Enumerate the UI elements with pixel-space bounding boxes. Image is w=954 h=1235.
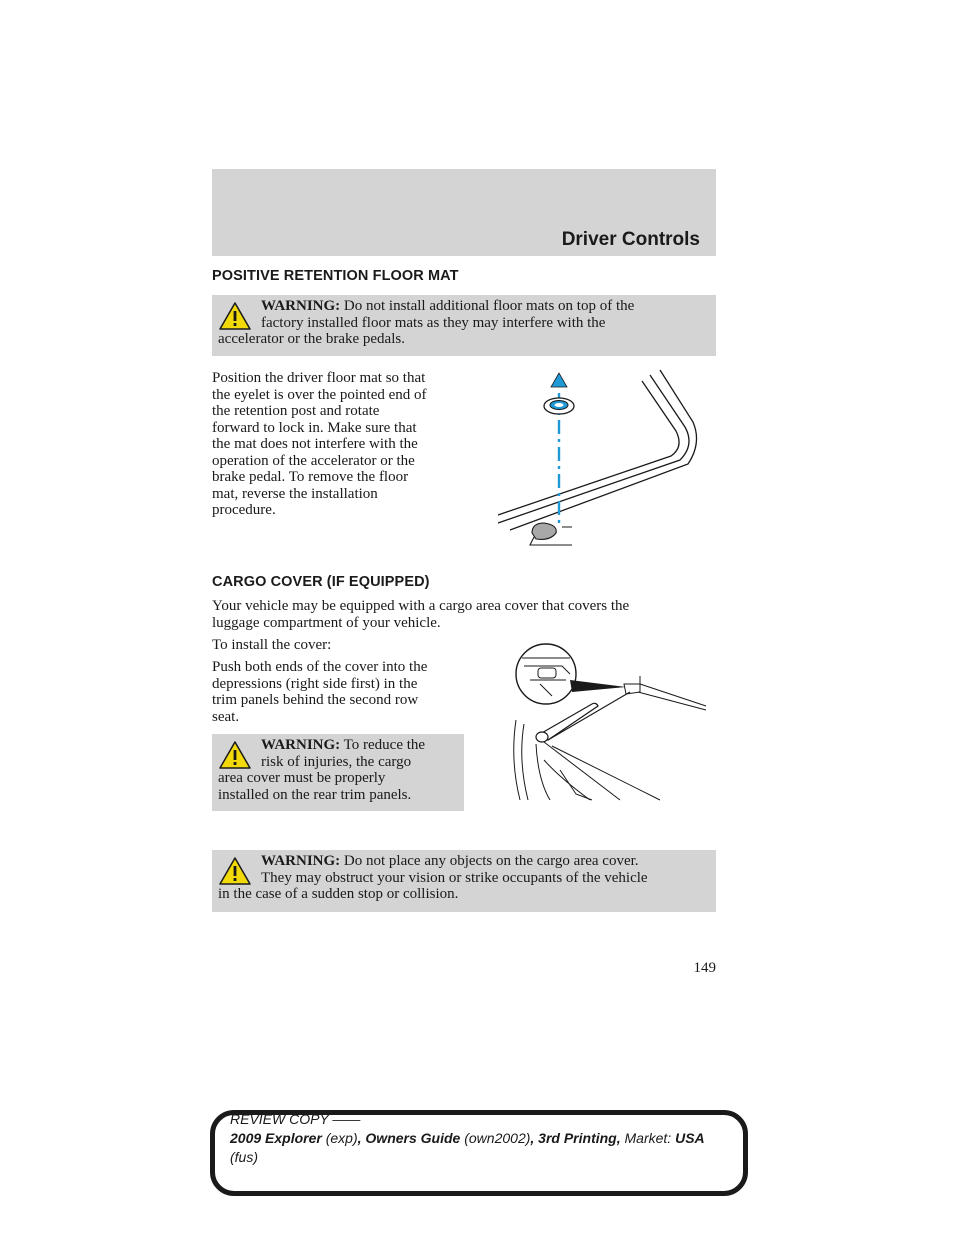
body-line: depressions (right side first) in the: [212, 675, 418, 692]
warning-text: They may obstruct your vision or strike occupants of the vehicle: [261, 869, 648, 886]
warning-label: WARNING:: [261, 853, 341, 869]
cargo-cover-heading: CARGO COVER (IF EQUIPPED): [212, 574, 430, 590]
cargo-cover-object-warning: [212, 850, 716, 912]
body-line: seat.: [212, 708, 240, 725]
footer-market-label: Market:: [624, 1130, 672, 1146]
floor-mat-heading: POSITIVE RETENTION FLOOR MAT: [212, 268, 459, 284]
footer-separator: ,: [357, 1130, 362, 1146]
footer-guide-code: (own2002): [464, 1130, 531, 1146]
footer-guide: Owners Guide: [365, 1130, 461, 1146]
body-line: Position the driver floor mat so that: [212, 370, 426, 386]
warning-label: WARNING:: [261, 737, 341, 753]
warning-text: in the case of a sudden stop or collision.: [218, 886, 459, 902]
footer-model-code: (exp): [325, 1130, 358, 1146]
warning-text: accelerator or the brake pedals.: [218, 331, 405, 347]
cargo-cover-install-warning: [212, 734, 464, 811]
warning-triangle-icon: [218, 740, 252, 770]
warning-text: To reduce the: [343, 737, 426, 753]
floor-mat-warning: [212, 295, 716, 356]
footer-market: USA: [675, 1130, 705, 1146]
floor-mat-illustration: [490, 365, 716, 560]
warning-triangle-icon: [218, 856, 252, 886]
footer-separator: ,: [530, 1130, 535, 1146]
footer-model: 2009 Explorer: [230, 1130, 322, 1146]
warning-text: installed on the rear trim panels.: [218, 786, 412, 803]
install-instructions: [212, 659, 427, 725]
cargo-cover-intro: [212, 598, 629, 631]
body-line: the eyelet is over the pointed end of: [212, 386, 427, 403]
footer-market-code: (fus): [230, 1149, 258, 1165]
body-line: procedure.: [212, 502, 276, 518]
warning-text: Do not install additional floor mats on top of the: [343, 298, 635, 314]
body-line: trim panels behind the second row: [212, 692, 419, 708]
warning-label: WARNING:: [261, 298, 341, 314]
footer-review-label: REVIEW COPY ——: [230, 1111, 361, 1127]
warning-text: factory installed floor mats as they may interfere with the: [261, 314, 606, 331]
body-line: the mat does not interfere with the: [212, 436, 418, 452]
warning-triangle-icon: [218, 301, 252, 331]
floor-mat-instructions: [212, 370, 427, 519]
cargo-cover-illustration: [500, 640, 712, 805]
body-line: brake pedal. To remove the floor: [212, 469, 409, 485]
body-line: Push both ends of the cover into the: [212, 659, 428, 675]
install-intro: To install the cover:: [212, 637, 332, 653]
warning-text: risk of injuries, the cargo: [261, 753, 412, 770]
review-copy-footer: [230, 1110, 740, 1167]
warning-text: area cover must be properly: [218, 770, 386, 786]
section-title: Driver Controls: [561, 229, 700, 250]
page-number: 149: [693, 960, 716, 976]
body-line: forward to lock in. Make sure that: [212, 419, 417, 436]
footer-printing: 3rd Printing,: [538, 1130, 621, 1146]
warning-text: Do not place any objects on the cargo area cover.: [343, 853, 639, 869]
section-header-band: [212, 169, 716, 256]
body-line: Your vehicle may be equipped with a cargo area cover that covers the: [212, 598, 630, 614]
body-line: luggage compartment of your vehicle.: [212, 614, 441, 631]
footer-publication-line: [230, 1129, 740, 1148]
body-line: the retention post and rotate: [212, 403, 380, 419]
body-line: mat, reverse the installation: [212, 485, 378, 502]
body-line: operation of the accelerator or the: [212, 452, 415, 469]
